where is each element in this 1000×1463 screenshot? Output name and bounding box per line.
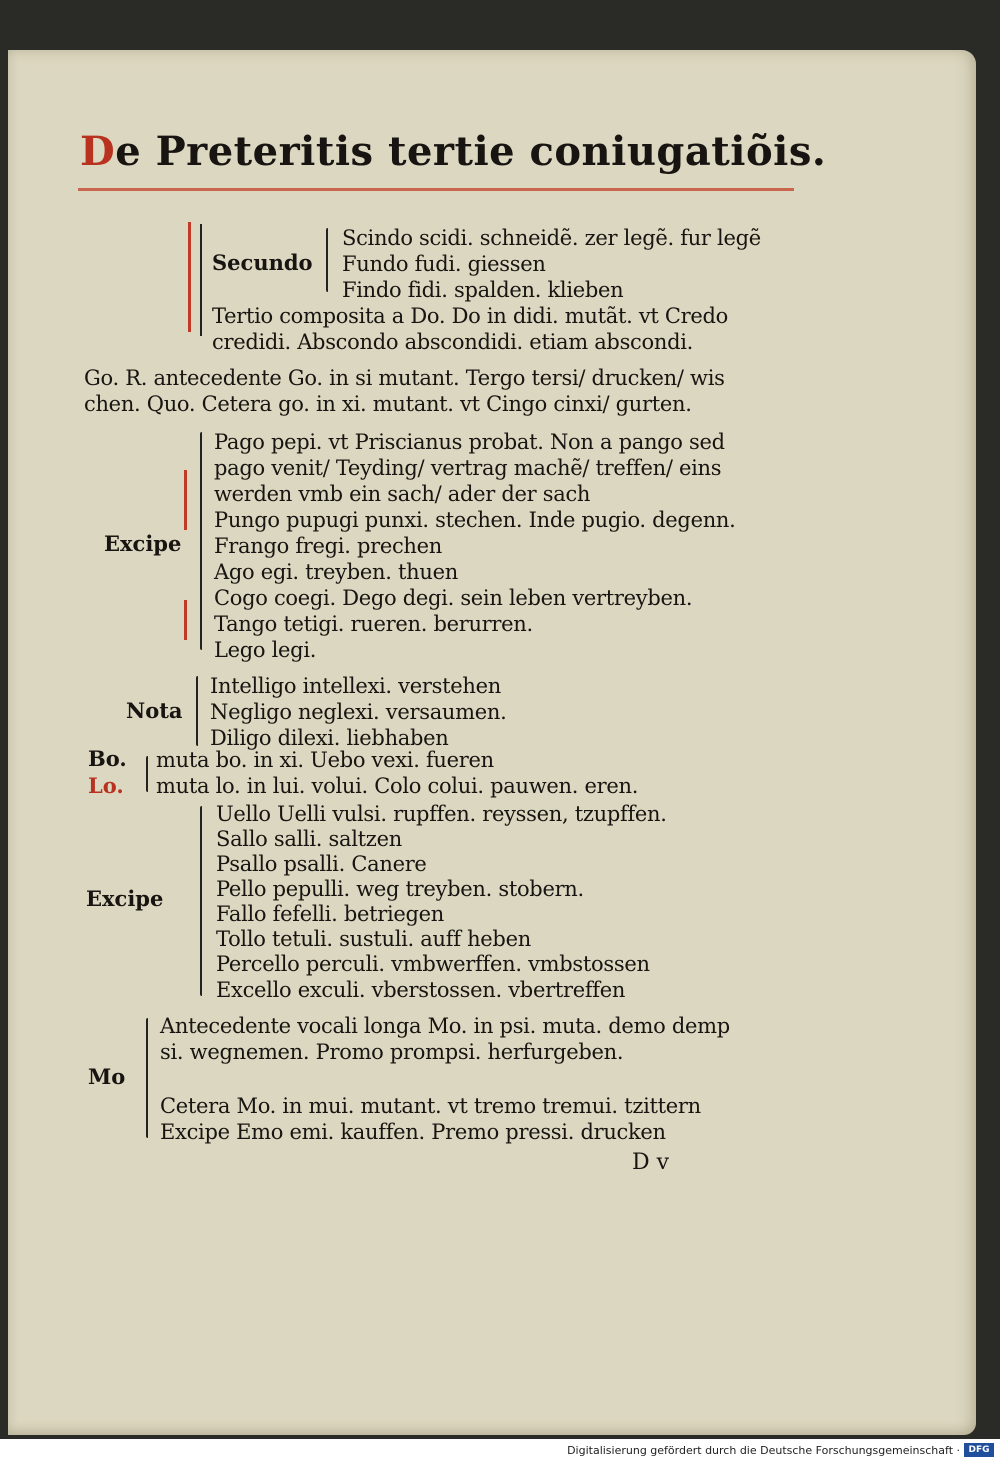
title-rubric-line xyxy=(78,188,794,191)
bracket-nota xyxy=(196,676,198,746)
text-line: Tollo tetuli. sustuli. auff heben xyxy=(216,927,531,951)
page-title xyxy=(80,128,826,175)
mo-label: Mo xyxy=(88,1064,126,1089)
footer-credit: Digitalisierung gefördert durch die Deutsche Forschungsgemeinschaft · xyxy=(567,1444,960,1457)
text-line: Fallo fefelli. betriegen xyxy=(216,902,445,926)
rubric-bar xyxy=(184,600,187,640)
signature-mark: D v xyxy=(632,1150,670,1175)
text-line: Findo fidi. spalden. klieben xyxy=(342,278,624,302)
excipe-label: Excipe xyxy=(104,531,182,556)
text-line: Pago pepi. vt Priscianus probat. Non a pango sed xyxy=(214,430,725,454)
text-line: Pello pepulli. weg treyben. stobern. xyxy=(216,877,584,901)
rubric-bar xyxy=(184,470,187,530)
text-line: Uello Uelli vulsi. rupffen. reyssen, tzupffen. xyxy=(216,802,667,826)
bracket-secundo xyxy=(326,228,328,292)
text-line: Percello perculi. vmbwerffen. vmbstossen xyxy=(216,952,650,976)
text-line: Cogo coegi. Dego degi. sein leben vertreyben. xyxy=(214,586,693,610)
text-line: Frango fregi. prechen xyxy=(214,534,443,558)
text-line: Fundo fudi. giessen xyxy=(342,252,546,276)
text-line: Sallo salli. saltzen xyxy=(216,827,402,851)
text-line: werden vmb ein sach/ ader der sach xyxy=(214,482,591,506)
text-line: Scindo scidi. schneidẽ. zer legẽ. fur legẽ xyxy=(342,226,761,250)
text-line: chen. Quo. Cetera go. in xi. mutant. vt Cingo cinxi/ gurten. xyxy=(84,392,692,416)
text-line: Excello exculi. vberstossen. vbertreffen xyxy=(216,978,626,1002)
rubric-bar xyxy=(188,222,191,332)
text-line: credidi. Abscondo abscondidi. etiam abscondi. xyxy=(212,330,694,354)
bracket-mo xyxy=(146,1018,148,1138)
bracket-secundo-outer xyxy=(200,224,202,336)
text-line: Excipe Emo emi. kauffen. Premo pressi. drucken xyxy=(160,1120,666,1144)
text-line: Ago egi. treyben. thuen xyxy=(214,560,458,584)
bracket-excipe2 xyxy=(200,806,202,996)
text-line: Diligo dilexi. liebhaben xyxy=(210,726,449,750)
text-line: Psallo psalli. Canere xyxy=(216,852,427,876)
title-initial: D xyxy=(80,128,116,175)
text-line: Cetera Mo. in mui. mutant. vt tremo tremui. tzittern xyxy=(160,1094,701,1118)
text-line: muta lo. in lui. volui. Colo colui. pauwen. eren. xyxy=(156,774,639,798)
text-line: Lego legi. xyxy=(214,638,317,662)
excipe-label: Excipe xyxy=(86,886,164,911)
bracket-excipe1 xyxy=(200,432,202,650)
text-line: si. wegnemen. Promo prompsi. herfurgeben. xyxy=(160,1040,624,1064)
text-line: Antecedente vocali longa Mo. in psi. muta. demo demp xyxy=(160,1014,730,1038)
text-line: Tertio composita a Do. Do in didi. mutãt. vt Credo xyxy=(212,304,729,328)
nota-label: Nota xyxy=(126,698,183,723)
text-line: pago venit/ Teyding/ vertrag machẽ/ treffen/ eins xyxy=(214,456,722,480)
text-line: Tango tetigi. rueren. berurren. xyxy=(214,612,533,636)
text-line: muta bo. in xi. Uebo vexi. fueren xyxy=(156,748,494,772)
text-line: Negligo neglexi. versaumen. xyxy=(210,700,507,724)
text-line: Pungo pupugi punxi. stechen. Inde pugio. degenn. xyxy=(214,508,736,532)
bracket-bo-lo xyxy=(146,756,148,792)
text-line: Go. R. antecedente Go. in si mutant. Tergo tersi/ drucken/ wis xyxy=(84,366,725,390)
secundo-label: Secundo xyxy=(212,250,313,275)
dfg-logo: DFG xyxy=(964,1443,994,1457)
title-text: e Preteritis tertie coniugatiõis. xyxy=(115,128,827,175)
text-line: Intelligo intellexi. verstehen xyxy=(210,674,501,698)
lo-label: Lo. xyxy=(88,773,124,798)
bo-label: Bo. xyxy=(88,746,127,771)
